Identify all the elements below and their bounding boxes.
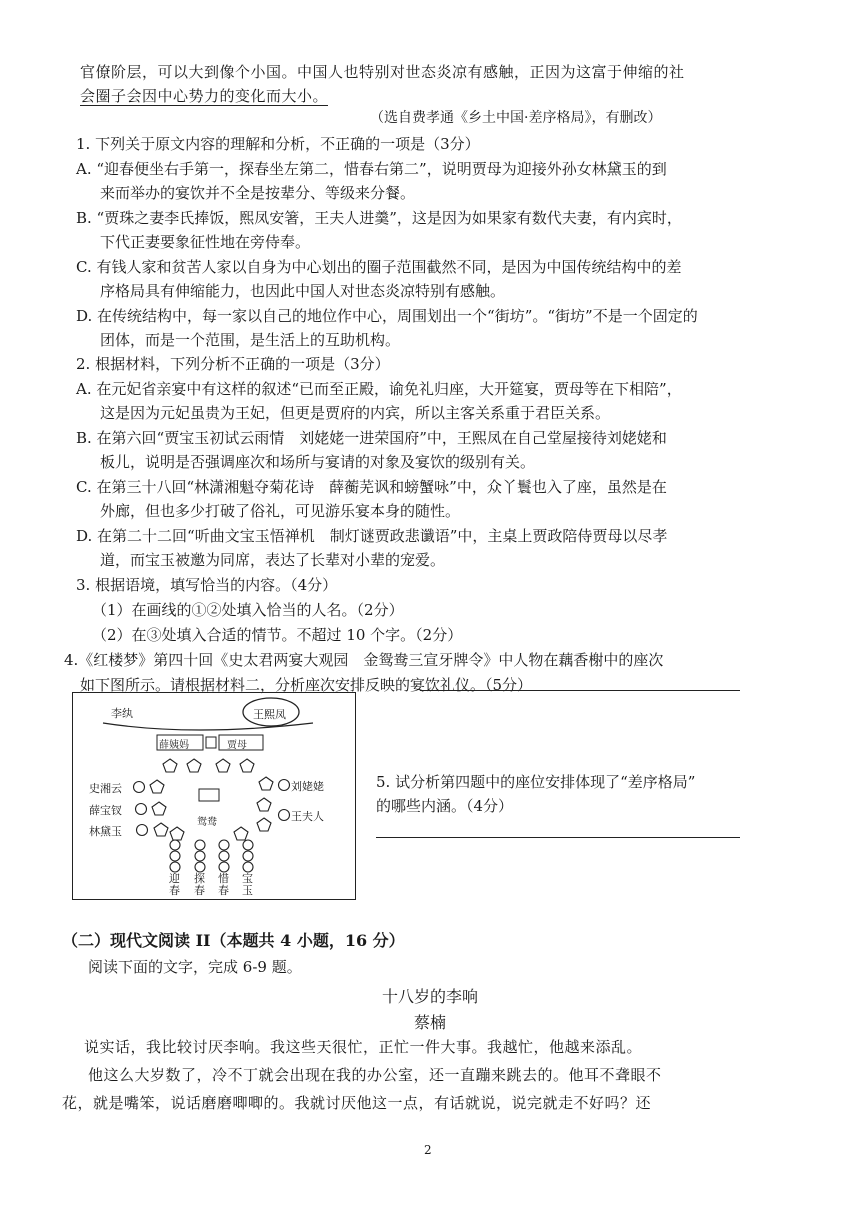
question-2-stem: 2. 根据材料，下列分析不正确的一项是（3分） xyxy=(76,355,390,373)
article-title: 十八岁的李响 xyxy=(381,987,478,1006)
question-5-stem xyxy=(376,770,756,818)
center-table xyxy=(199,789,219,801)
seat-circle xyxy=(279,810,290,821)
label-xichun: 惜春 xyxy=(218,872,229,897)
page-number: 2 xyxy=(424,1143,432,1157)
option-a-cont: 来而举办的宴饮并不全是按辈分、等级来分餐。 xyxy=(100,184,416,202)
divider-curve xyxy=(103,723,313,730)
option-d: D. 在第二十二回“听曲文宝玉悟禅机 制灯谜贾政悲谶语”中，主桌上贾政陪侍贾母以尽孝 xyxy=(76,527,668,545)
label-xue-baochai: 薛宝钗 xyxy=(89,804,122,817)
bottom-seat-columns xyxy=(170,840,253,872)
article-paragraph: 说实话，我比较讨厌李响。我这些天很忙，正忙一件大事。我越忙，他越来添乱。 xyxy=(84,1038,643,1056)
seat-box xyxy=(206,737,216,748)
section-instruction: 阅读下面的文字，完成 6-9 题。 xyxy=(88,958,302,976)
label-yingchun: 迎春 xyxy=(169,872,180,897)
option-b: B. “贾珠之妻李氏捧饭，熙凤安箸，王夫人进羹”，这是因为如果家有数代夫妻，有内宾时， xyxy=(76,209,682,227)
option-c-cont: 外廊，但也多少打破了俗礼，可见游乐宴本身的随性。 xyxy=(100,502,461,520)
option-c: C. 有钱人家和贫苦人家以自身为中心划出的圈子范围截然不同，是因为中国传统结构中的差 xyxy=(76,258,682,276)
article-paragraph-cont: 花，就是嘴笨，说话磨磨唧唧的。我就讨厌他这一点，有话就说，说完就走不好吗？还 xyxy=(62,1094,652,1112)
label-liu-laolao: 刘姥姥 xyxy=(291,780,324,793)
article-paragraph: 他这么大岁数了，冷不丁就会出现在我的办公室，还一直蹦来跳去的。他耳不聋眼不 xyxy=(88,1066,662,1084)
label-lin-daiyu: 林黛玉 xyxy=(89,825,122,838)
question-5-line: 的哪些内涵。（4分） xyxy=(376,797,514,815)
seat-circle xyxy=(137,825,148,836)
question-3-part-2: （2）在③处填入合适的情节。不超过 10 个字。（2分） xyxy=(92,626,463,644)
option-a: A. 在元妃省亲宴中有这样的叙述“已而至正殿，谕免礼归座，大开筵宴，贾母等在下相陪”， xyxy=(76,380,682,398)
label-yuanyang: 鸳鸯 xyxy=(197,817,217,828)
table-pentagon xyxy=(170,827,184,840)
question-4-stem: 4.《红楼梦》第四十回《史太君两宴大观园 金鸳鸯三宣牙牌令》中人物在藕香榭中的座次 xyxy=(64,651,664,669)
question-3-stem: 3. 根据语境，填写恰当的内容。（4分） xyxy=(76,576,338,594)
option-d-cont: 道，而宝玉被邀为同席，表达了长辈对小辈的宠爱。 xyxy=(100,551,446,569)
option-b: B. 在第六回“贾宝玉初试云雨情 刘姥姥一进荣国府”中，王熙凤在自己堂屋接待刘姥姥和 xyxy=(76,429,667,447)
section-heading: （二）现代文阅读 II（本题共 4 小题，16 分） xyxy=(62,931,405,950)
option-d: D. 在传统结构中，每一家以自己的地位作中心，周围划出一个“街坊”。“街坊”不是一个固定的 xyxy=(76,307,698,325)
answer-line xyxy=(376,837,740,838)
seating-diagram-graphics xyxy=(73,693,355,899)
table-pentagon xyxy=(257,798,271,811)
question-5-line: 5. 试分析第四题中的座位安排体现了“差序格局” xyxy=(376,773,696,791)
label-baoyu: 宝玉 xyxy=(242,872,253,897)
seat-circle xyxy=(136,804,147,815)
table-pentagon xyxy=(257,818,271,831)
label-shi-xiangyun: 史湘云 xyxy=(89,782,122,795)
table-pentagon xyxy=(187,759,201,772)
table-pentagon xyxy=(152,802,166,815)
label-li-wan: 李纨 xyxy=(111,707,133,720)
underlined-text: 会圈子会因中心势力的变化而大小。 xyxy=(80,87,329,105)
label-tanchun: 探春 xyxy=(194,872,205,897)
passage-line: 官僚阶层，可以大到像个小国。中国人也特别对世态炎凉有感触，正因为这富于伸缩的社 xyxy=(80,63,685,81)
passage-line-underlined xyxy=(80,86,328,106)
seat-circle xyxy=(134,782,145,793)
option-d-cont: 团体，而是一个范围，是生活上的互助机构。 xyxy=(100,331,401,349)
table-pentagon xyxy=(163,759,177,772)
table-pentagon xyxy=(150,780,164,793)
question-1-stem: 1. 下列关于原文内容的理解和分析，不正确的一项是（3分） xyxy=(76,135,480,153)
question-3-part-1: （1）在画线的①②处填入恰当的人名。（2分） xyxy=(92,601,404,619)
option-c: C. 在第三十八回“林潇湘魁夺菊花诗 薛蘅芜讽和螃蟹咏”中，众丫鬟也入了座，虽然是在 xyxy=(76,478,667,496)
table-pentagon xyxy=(259,777,273,790)
label-jia-mu: 贾母 xyxy=(227,740,247,751)
table-pentagon xyxy=(154,823,168,836)
label-wang-furen: 王夫人 xyxy=(291,810,324,823)
question-4-stem-cont: 如下图所示。请根据材料二，分析座次安排反映的宴饮礼仪。（5分） xyxy=(80,676,533,694)
option-b-cont: 下代正妻要象征性地在旁侍奉。 xyxy=(100,233,311,251)
article-author: 蔡楠 xyxy=(413,1013,446,1032)
option-b-cont: 板儿，说明是否强调座次和场所与宴请的对象及宴饮的级别有关。 xyxy=(100,453,536,471)
option-a-cont: 这是因为元妃虽贵为王妃，但更是贾府的内宾，所以主客关系重于君臣关系。 xyxy=(100,404,611,422)
table-pentagon xyxy=(240,759,254,772)
label-wang-xifeng: 王熙凤 xyxy=(253,708,286,721)
source-citation: （选自费孝通《乡土中国·差序格局》，有删改） xyxy=(370,110,662,126)
label-xue-yima: 薛姨妈 xyxy=(159,740,189,751)
answer-line xyxy=(420,690,740,691)
seating-diagram xyxy=(72,692,356,900)
seat-circle xyxy=(279,780,290,791)
option-a: A. “迎春便坐右手第一，探春坐左第二，惜春右第二”，说明贾母为迎接外孙女林黛玉的到 xyxy=(76,160,667,178)
table-pentagon xyxy=(216,759,230,772)
table-pentagon xyxy=(234,827,248,840)
option-c-cont: 序格局具有伸缩能力，也因此中国人对世态炎凉特别有感触。 xyxy=(100,282,506,300)
